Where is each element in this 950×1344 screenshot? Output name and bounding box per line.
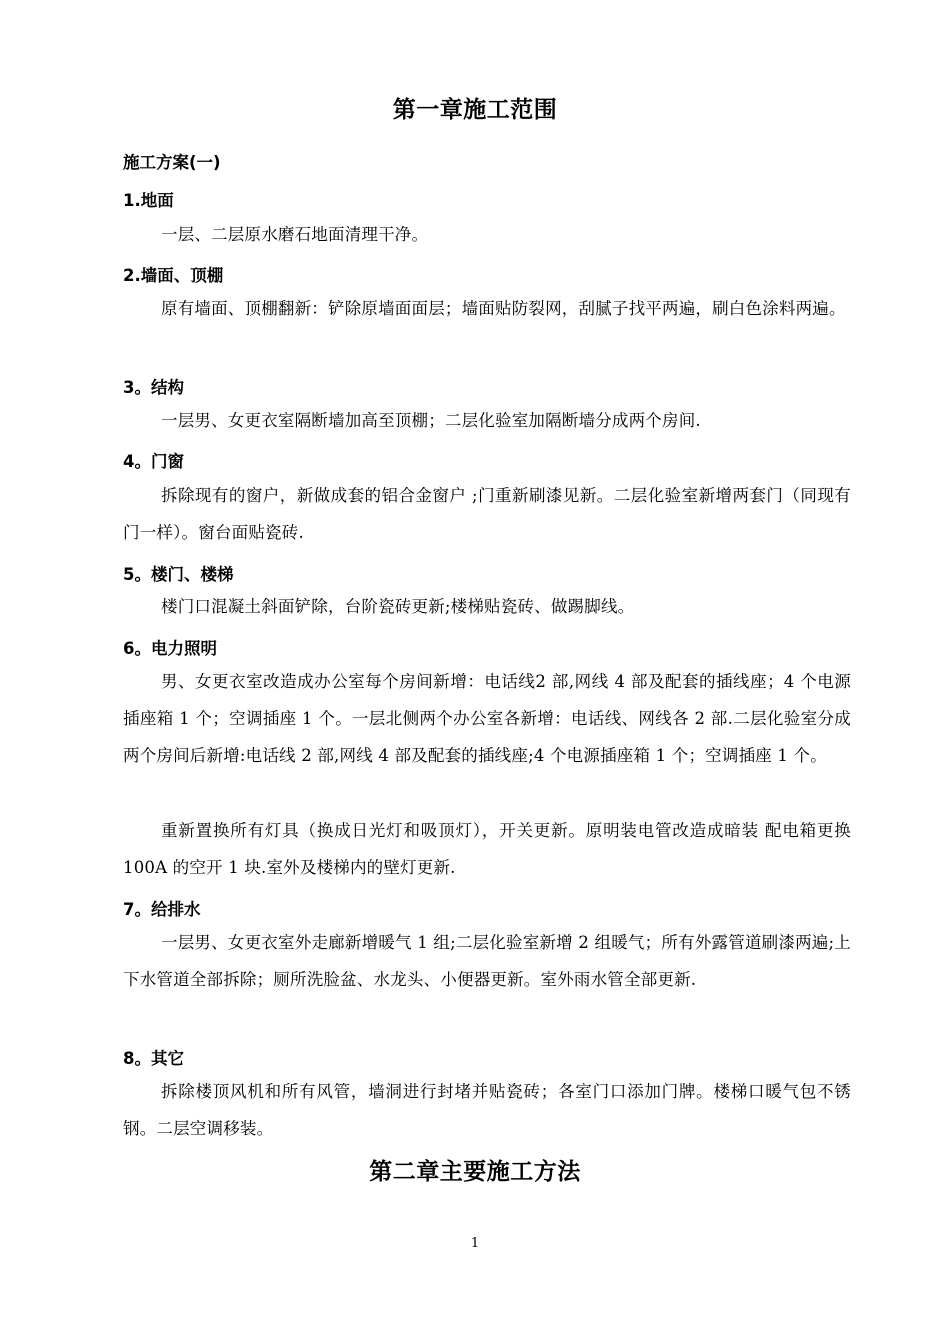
section-paragraph-doors-windows: 拆除现有的窗户，新做成套的铝合金窗户 ;门重新刷漆见新。二层化验室新增两套门（同现有门一样）。窗台面贴瓷砖. <box>123 486 851 542</box>
section-paragraph-electrical-1: 男、女更衣室改造成办公室每个房间新增：电话线2 部,网线 4 部及配套的插线座；4 个电源插座箱 1 个；空调插座 1 个。一层北侧两个办公室各新增：电话线、网线各 2 部.二层化验室分成两个房间后新增:电话线 2 部,网线 4 部及配套的插线座;4 个电源插座箱 1 个；空调插座 1 个。 <box>123 672 851 765</box>
section-paragraph-water: 一层男、女更衣室外走廊新增暖气 1 组;二层化验室新增 2 组暖气；所有外露管道刷漆两遍;上下水管道全部拆除；厕所洗脸盆、水龙头、小便器更新。室外雨水管全部更新. <box>123 933 851 989</box>
section-heading-structure: 3。结构 <box>123 378 184 397</box>
section-paragraph-electrical-2: 重新置换所有灯具（换成日光灯和吸顶灯），开关更新。原明装电管改造成暗装 配电箱更换 100A 的空开 1 块.室外及楼梯内的壁灯更新. <box>123 821 851 877</box>
chapter-1-title: 第一章施工范围 <box>392 97 558 123</box>
section-paragraph-other: 拆除楼顶风机和所有风管，墙洞进行封堵并贴瓷砖；各室门口添加门牌。楼梯口暖气包不锈钢。二层空调移装。 <box>123 1082 851 1138</box>
page-number: 1 <box>470 1236 480 1251</box>
section-heading-electrical-lighting: 6。电力照明 <box>123 639 217 658</box>
section-heading-water: 7。给排水 <box>123 900 201 919</box>
section-heading-floor: 1.地面 <box>123 191 174 210</box>
chapter-2-title: 第二章主要施工方法 <box>369 1159 581 1185</box>
section-paragraph-structure: 一层男、女更衣室隔断墙加高至顶棚；二层化验室加隔断墙分成两个房间. <box>161 411 701 430</box>
plan-title: 施工方案(一) <box>123 153 221 172</box>
section-heading-doors-windows: 4。门窗 <box>123 452 184 471</box>
section-paragraph-entrance-stairs: 楼门口混凝土斜面铲除，台阶瓷砖更新;楼梯贴瓷砖、做踢脚线。 <box>161 597 635 616</box>
section-heading-entrance-stairs: 5。楼门、楼梯 <box>123 565 234 584</box>
section-paragraph-floor: 一层、二层原水磨石地面清理干净。 <box>161 225 429 244</box>
section-heading-walls-ceiling: 2.墙面、顶棚 <box>123 266 224 285</box>
section-heading-other: 8。其它 <box>123 1049 184 1068</box>
section-paragraph-walls-ceiling: 原有墙面、顶棚翻新：铲除原墙面面层；墙面贴防裂网，刮腻子找平两遍，刷白色涂料两遍。 <box>161 299 846 318</box>
